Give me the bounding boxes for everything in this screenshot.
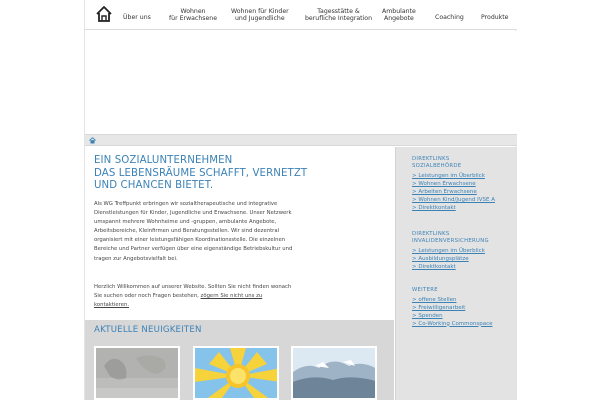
house-logo-icon[interactable] bbox=[95, 5, 113, 23]
sidebar-group-heading: DIREKTLINKS SOZIALBEHÖRDE bbox=[412, 156, 462, 170]
headline-line: UND CHANCEN BIETET. bbox=[94, 180, 214, 192]
sidebar bbox=[395, 147, 517, 400]
sidebar-link[interactable]: > Direktkontakt bbox=[412, 204, 456, 211]
welcome-paragraph bbox=[94, 283, 294, 310]
sidebar-link[interactable]: > offene Stellen bbox=[412, 297, 457, 304]
hero-banner bbox=[85, 31, 517, 134]
main-content bbox=[85, 147, 394, 400]
nav-item-ambulante-angebote[interactable] bbox=[382, 8, 416, 23]
nav-item-label: Wohnen für Kinder und Jugendliche bbox=[231, 8, 289, 23]
nav-item-label: Tagesstätte & berufliche Integration bbox=[305, 8, 373, 23]
sidebar-group-sozialbehoerde bbox=[412, 156, 516, 212]
sidebar-group-heading: DIREKTLINKS INVALIDENVERSICHERUNG bbox=[412, 231, 489, 245]
nav-item-label: Wohnen für Erwachsene bbox=[169, 8, 217, 23]
news-image-3 bbox=[293, 348, 377, 400]
nav-item-wohnen-kinder[interactable] bbox=[231, 8, 289, 23]
sidebar-link[interactable]: > Ausbildungsplätze bbox=[412, 256, 469, 263]
sidebar-group-weitere bbox=[412, 287, 516, 328]
headline-line: DAS LEBENSRÄUME SCHAFFT, VERNETZT bbox=[94, 167, 308, 179]
welcome-text: Herzlich Willkommen auf unserer Website. Sollten Sie nicht finden wonach Sie suchen oder noch Fragen bestehen, bbox=[94, 284, 292, 300]
sidebar-link[interactable]: > Wohnen Erwachsene bbox=[412, 181, 476, 188]
nav-item-tagesstaette[interactable] bbox=[305, 8, 372, 23]
sidebar-link[interactable]: > Co-Working Commonspace bbox=[412, 320, 493, 327]
news-thumbnail-1[interactable] bbox=[94, 346, 180, 400]
home-icon[interactable] bbox=[89, 137, 96, 144]
news-thumbnail-2[interactable] bbox=[193, 346, 279, 400]
sidebar-link[interactable]: > Wohnen Kind/Jugend IVSE A bbox=[412, 196, 495, 203]
sidebar-link[interactable]: > Direktkontakt bbox=[412, 264, 456, 270]
intro-paragraph: Als WG Treffpunkt erbringen wir sozialtherapeutische und integrative Dienstleistungen für Kinder, Jugendliche und Erwachsene. Unser Netzwerk umspannt mehrere Wohnheime und -gruppen, ambulante Angebote, Arbeitsbereiche, Kleinfirmen und Beratungsstellen. Wir sind dezentral organisiert mit einer leistungsfähigen Koordinationsstelle. Die einzelnen Bereiche und Partner verfügen über eine eigenständige Betriebskultur und tragen zur Angebotsvielfalt bei. bbox=[94, 201, 293, 262]
contact-link[interactable]: zögern Sie nicht uns zu kontaktieren. bbox=[94, 293, 263, 309]
main-navigation bbox=[85, 0, 517, 30]
news-section-title: AKTUELLE NEUIGKEITEN bbox=[94, 325, 202, 335]
news-image-1 bbox=[96, 348, 180, 400]
sidebar-group-invalidenversicherung bbox=[412, 231, 516, 272]
page-container bbox=[84, 0, 516, 400]
sidebar-link[interactable]: > Freiwilligenarbeit bbox=[412, 305, 466, 311]
nav-item-label: Ambulante Angebote bbox=[382, 8, 416, 23]
news-image-2 bbox=[195, 348, 279, 400]
page-headline bbox=[94, 155, 384, 193]
nav-item-coaching[interactable]: Coaching bbox=[435, 14, 464, 21]
sidebar-group-heading: WEITERE bbox=[412, 287, 438, 293]
sidebar-link[interactable]: > Leistungen im Überblick bbox=[412, 173, 485, 180]
headline-line: EIN SOZIALUNTERNEHMEN bbox=[94, 155, 233, 166]
nav-item-wohnen-erwachsene[interactable] bbox=[169, 8, 217, 23]
sidebar-link[interactable]: > Spenden bbox=[412, 312, 443, 319]
nav-item-ueber-uns[interactable]: Über uns bbox=[123, 14, 151, 21]
news-section bbox=[85, 320, 394, 400]
breadcrumb bbox=[85, 134, 517, 146]
sidebar-link[interactable]: > Leistungen im Überblick bbox=[412, 248, 485, 255]
sidebar-link[interactable]: > Arbeiten Erwachsene bbox=[412, 189, 477, 195]
news-thumbnail-3[interactable] bbox=[291, 346, 377, 400]
nav-item-produkte[interactable]: Produkte bbox=[481, 14, 509, 21]
